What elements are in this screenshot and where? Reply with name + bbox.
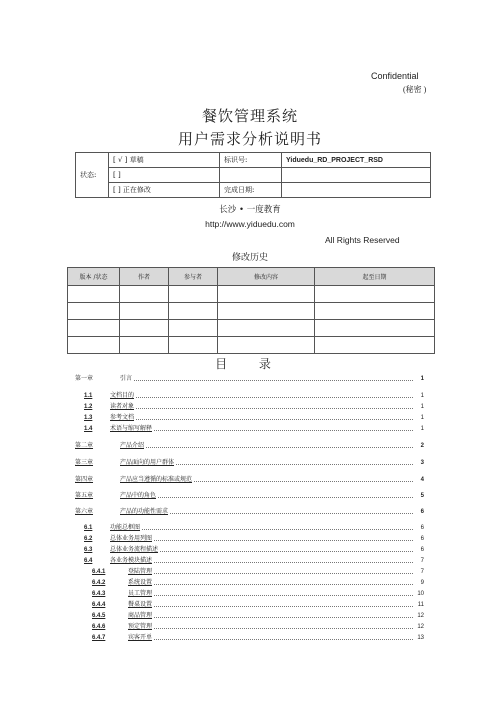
history-col-participants: 参与者	[169, 268, 218, 286]
toc-entry-text: 登陆管理	[128, 568, 153, 575]
toc-entry-number: 第二章	[75, 442, 94, 449]
toc-entry-number: 第五章	[75, 492, 94, 499]
toc-leader	[136, 396, 413, 398]
history-row	[68, 320, 435, 337]
status-draft: [ √ ] 草稿	[109, 153, 220, 168]
toc-entry-text: 系统设置	[128, 579, 153, 586]
toc-entry-text: 引言	[120, 375, 133, 382]
toc-entry-text: 员工管理	[128, 590, 153, 597]
toc-entry[interactable]	[75, 459, 424, 467]
toc-entry[interactable]	[92, 634, 424, 642]
history-col-changes: 修改内容	[218, 268, 315, 286]
toc-entry[interactable]	[84, 535, 424, 543]
empty-cell	[220, 168, 282, 183]
toc-leader	[136, 418, 413, 420]
status-blank: [ ]	[109, 168, 220, 183]
toc-leader	[142, 528, 413, 530]
toc-entry-text: 总体业务流程描述	[110, 546, 159, 553]
toc-entry-text: 功能总框图	[110, 524, 141, 531]
doc-title: 餐饮管理系统	[201, 107, 298, 125]
toc-entry-text: 参考文档	[110, 414, 135, 421]
toc-entry[interactable]	[75, 476, 424, 484]
toc-leader	[154, 561, 413, 563]
toc-leader	[136, 407, 413, 409]
toc-entry-page: 1	[420, 404, 424, 410]
toc-entry-page: 7	[420, 558, 424, 564]
toc-entry[interactable]	[84, 425, 424, 433]
toc-entry-text: 产品面向的用户群体	[120, 459, 175, 466]
toc-leader	[154, 572, 413, 574]
toc-leader	[154, 616, 413, 618]
toc-entry-page: 1	[420, 376, 424, 382]
toc-entry-number: 第一章	[75, 375, 94, 382]
confidential-label: Confidential	[371, 71, 419, 81]
toc-entry-page: 3	[420, 460, 424, 466]
toc-entry-number: 1.1	[84, 393, 93, 399]
toc-entry-text: 餐桌设置	[128, 601, 153, 608]
organization: 长沙 • 一度教育	[219, 205, 281, 215]
toc-entry-text: 术语与缩写解释	[110, 425, 153, 432]
toc-entry[interactable]	[84, 546, 424, 554]
toc-entry-page: 5	[420, 493, 424, 499]
toc-entry[interactable]	[92, 568, 424, 576]
history-row	[68, 286, 435, 303]
toc-entry-text: 产品应当遵循的标准或规范	[120, 476, 193, 483]
toc-entry-text: 商品管理	[128, 612, 153, 619]
id-value: Yiduedu_RD_PROJECT_RSD	[282, 153, 431, 168]
toc-entry-page: 12	[417, 624, 424, 630]
toc-entry-text: 总体业务用列图	[110, 535, 153, 542]
doc-subtitle: 用户需求分析说明书	[177, 130, 322, 148]
toc-entry[interactable]	[84, 414, 424, 422]
toc-leader	[154, 627, 413, 629]
toc-entry-text: 宾客开单	[128, 634, 153, 641]
toc-entry-number: 第四章	[75, 476, 94, 483]
toc-entry[interactable]	[75, 375, 424, 383]
toc-leader	[154, 594, 413, 596]
toc-entry-text: 产品介绍	[120, 442, 145, 449]
history-col-dates: 起至日期	[315, 268, 435, 286]
toc-entry-page: 2	[420, 443, 424, 449]
toc-entry-number: 6.4	[84, 558, 93, 564]
toc-entry-number: 6.1	[84, 525, 93, 531]
toc-leader	[134, 379, 413, 381]
toc-entry-page: 6	[420, 525, 424, 531]
toc-leader	[176, 463, 413, 465]
done-date-label: 完成日期:	[220, 183, 282, 198]
toc-entry-text: 预定管理	[128, 623, 153, 630]
done-date-value	[282, 183, 431, 198]
history-row	[68, 303, 435, 320]
toc-entry[interactable]	[92, 601, 424, 609]
toc-entry-page: 6	[420, 509, 424, 515]
toc-entry-number: 6.3	[84, 547, 93, 553]
toc-leader	[154, 583, 413, 585]
toc-entry-number: 6.4.5	[92, 613, 106, 619]
toc-entry-page: 1	[420, 393, 424, 399]
status-label: 状态:	[76, 153, 109, 198]
toc-entry[interactable]	[92, 623, 424, 631]
toc-entry-page: 4	[420, 477, 424, 483]
toc-entry-page: 1	[420, 426, 424, 432]
website-url[interactable]: http://www.yiduedu.com	[205, 219, 295, 229]
toc-entry-page: 12	[417, 613, 424, 619]
toc-entry-number: 6.2	[84, 536, 93, 542]
toc-entry-text: 产品的功能性需求	[120, 508, 169, 515]
toc-entry[interactable]	[84, 557, 424, 565]
toc-entry-page: 9	[420, 580, 424, 586]
toc-entry[interactable]	[84, 524, 424, 532]
toc-leader	[154, 605, 413, 607]
toc-leader	[194, 480, 413, 482]
history-col-author: 作者	[120, 268, 169, 286]
toc-entry[interactable]	[84, 392, 424, 400]
toc-leader	[158, 496, 413, 498]
history-table	[67, 267, 435, 354]
toc-entry[interactable]	[75, 492, 424, 500]
toc-entry-page: 6	[420, 536, 424, 542]
history-col-version: 版本 /状态	[68, 268, 120, 286]
toc-entry-page: 10	[417, 591, 424, 597]
toc-entry-page: 1	[420, 415, 424, 421]
toc-leader	[160, 550, 413, 552]
toc-entry-number: 第三章	[75, 459, 94, 466]
toc-entry-number: 6.4.1	[92, 569, 106, 575]
toc-entry-number: 6.4.6	[92, 624, 106, 630]
toc-entry-page: 6	[420, 547, 424, 553]
toc-entry-number: 1.4	[84, 426, 93, 432]
history-title: 修改历史	[231, 253, 268, 263]
status-modifying: [ ] 正在修改	[109, 183, 220, 198]
empty-cell	[282, 168, 431, 183]
toc-entry[interactable]	[92, 579, 424, 587]
toc-entry-page: 13	[417, 635, 424, 641]
toc-leader	[154, 539, 413, 541]
toc-leader	[146, 446, 413, 448]
toc-entry-text: 读者对象	[110, 403, 135, 410]
toc-entry-number: 1.2	[84, 404, 93, 410]
toc-leader	[170, 512, 413, 514]
toc-title: 目 录	[215, 357, 285, 371]
toc-entry[interactable]	[92, 590, 424, 598]
toc-entry-text: 各业务模块描述	[110, 557, 153, 564]
history-row	[68, 337, 435, 354]
toc-leader	[154, 638, 413, 640]
rights-notice: All Rights Reserved	[325, 235, 400, 245]
toc-entry-number: 1.3	[84, 415, 93, 421]
toc-leader	[154, 429, 413, 431]
toc-entry-text: 产品中的角色	[120, 492, 157, 499]
toc-entry[interactable]	[84, 403, 424, 411]
id-label: 标识号:	[220, 153, 282, 168]
toc-entry-number: 6.4.3	[92, 591, 106, 597]
toc-entry-page: 11	[417, 602, 424, 608]
toc-entry-number: 第六章	[75, 508, 94, 515]
toc-entry[interactable]	[75, 442, 424, 450]
toc-entry-text: 文档目的	[110, 392, 135, 399]
toc-entry-page: 7	[420, 569, 424, 575]
toc-entry-number: 6.4.4	[92, 602, 106, 608]
toc-entry[interactable]	[92, 612, 424, 620]
toc-entry[interactable]	[75, 508, 424, 516]
toc-entry-number: 6.4.2	[92, 580, 106, 586]
status-table	[75, 152, 431, 198]
toc-entry-number: 6.4.7	[92, 635, 106, 641]
secret-label: (秘密 )	[403, 85, 427, 94]
